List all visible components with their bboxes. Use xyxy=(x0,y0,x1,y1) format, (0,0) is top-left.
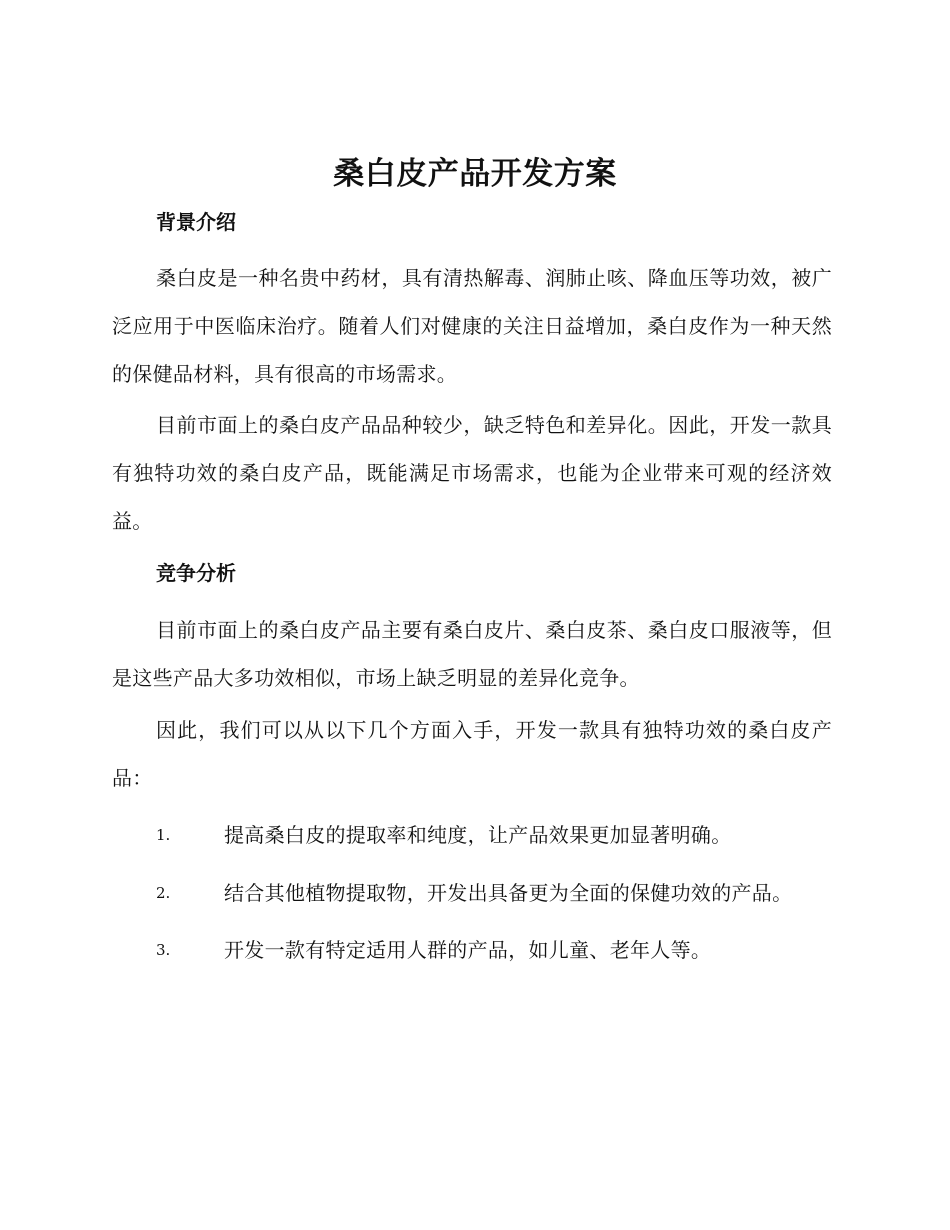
paragraph-background-1: 桑白皮是一种名贵中药材，具有清热解毒、润肺止咳、降血压等功效，被广泛应用于中医临床治疗。随着人们对健康的关注日益增加，桑白皮作为一种天然的保健品材料，具有很高的市场需求。 xyxy=(112,266,832,386)
list-item-number: 1. xyxy=(156,826,171,844)
paragraph-competition-1: 目前市面上的桑白皮产品主要有桑白皮片、桑白皮茶、桑白皮口服液等，但是这些产品大多功效相似，市场上缺乏明显的差异化竞争。 xyxy=(112,618,832,690)
section-heading-background: 背景介绍 xyxy=(156,210,236,234)
list-item-text: 提高桑白皮的提取率和纯度，让产品效果更加显著明确。 xyxy=(224,823,732,847)
paragraph-competition-2: 因此，我们可以从以下几个方面入手，开发一款具有独特功效的桑白皮产品： xyxy=(112,718,832,790)
list-item-number: 2. xyxy=(156,884,171,902)
document-title: 桑白皮产品开发方案 xyxy=(333,156,617,192)
list-item-number: 3. xyxy=(156,941,171,959)
list-item-text: 开发一款有特定适用人群的产品，如儿童、老年人等。 xyxy=(224,938,712,962)
list-item-text: 结合其他植物提取物，开发出具备更为全面的保健功效的产品。 xyxy=(224,881,793,905)
paragraph-background-2: 目前市面上的桑白皮产品品种较少，缺乏特色和差异化。因此，开发一款具有独特功效的桑白皮产品，既能满足市场需求，也能为企业带来可观的经济效益。 xyxy=(112,413,832,533)
section-heading-competition: 竞争分析 xyxy=(156,561,236,585)
